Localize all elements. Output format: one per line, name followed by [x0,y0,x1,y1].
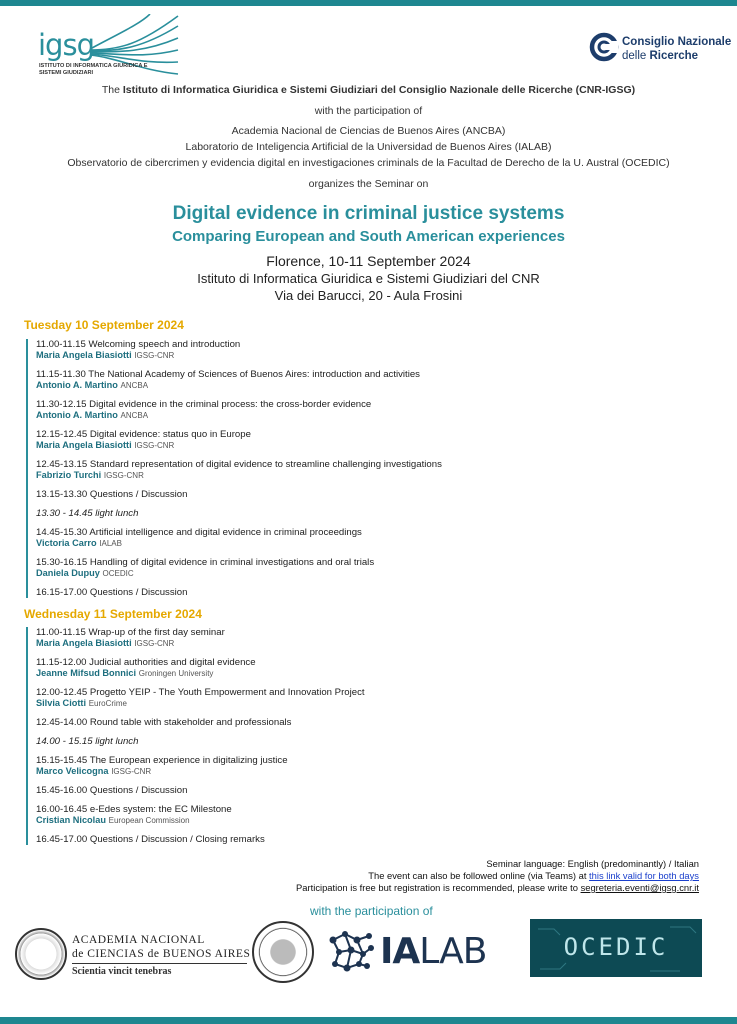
speaker-name: Cristian Nicolau [36,815,106,825]
program-item [28,429,716,451]
session-title: 14.45-15.30 Artificial intelligence and digital evidence in criminal proceedings [36,527,362,538]
event-address: Via dei Barucci, 20 - Aula Frosini [274,288,463,303]
session-title: 12.00-12.45 Progetto YEIP - The Youth Empowerment and Innovation Project [36,687,365,698]
session-title: 11.15-11.30 The National Academy of Sciences of Buenos Aires: introduction and activities [36,369,420,380]
partner-ocedic-line: Observatorio de cibercrimen y evidencia digital en investigaciones criminals de la Facultad de Derecho de la U. Austral (OCEDIC) [67,157,670,169]
organizes-line: organizes the Seminar on [308,178,429,190]
partners-heading: with the participation of [310,904,433,918]
language-note: Seminar language: English (predominantly) / Italian [486,858,699,869]
cnr-name-line1: Consiglio Nazionale [622,36,732,48]
program-item [28,834,716,845]
seminar-subtitle: Comparing European and South American experiences [172,228,565,245]
session-title: 12.45-13.15 Standard representation of digital evidence to streamline challenging investigations [36,459,442,470]
speaker-affiliation: IALAB [99,539,122,548]
program-item [28,755,716,777]
bottom-bar [0,1017,737,1024]
lunch-label: 13.30 - 14.45 light lunch [36,508,139,519]
speaker-name: Silvia Ciotti [36,698,87,708]
speaker-affiliation: ANCBA [120,381,149,390]
igsg-logo-word: igsg [38,28,94,62]
program-item [28,687,716,709]
session-title: 16.00-16.45 e-Edes system: the EC Milestone [36,804,232,815]
event-date: Florence, 10-11 September 2024 [266,253,471,269]
speaker-affiliation: IGSG-CNR [134,639,175,648]
day1-program [26,339,716,598]
igsg-logo [38,14,158,84]
ialab-wordmark: IALAB [380,931,487,972]
partner-ialab-line: Laboratorio de Inteligencia Artificial de la Universidad de Buenos Aires (IALAB) [185,141,552,153]
session-title: 11.00-11.15 Wrap-up of the first day seminar [36,627,225,638]
speaker-name: Antonio A. Martino [36,410,118,420]
top-bar [0,0,737,6]
ialab-network-icon [327,928,377,974]
session-title: 12.45-14.00 Round table with stakeholder and professionals [36,717,292,728]
session-title: 12.15-12.45 Digital evidence: status quo in Europe [36,429,251,440]
registration-email[interactable]: segreteria.eventi@igsg.cnr.it [580,882,699,893]
participation-line: with the participation of [314,105,423,117]
teams-link[interactable]: this link valid for both days [589,870,699,881]
ancba-name-line2: de CIENCIAS de BUENOS AIRES [72,948,251,960]
event-info [296,858,699,894]
speaker-name: Jeanne Mifsud Bonnici [36,668,137,678]
day2-program [26,627,716,845]
partner-ancba-line: Academia Nacional de Ciencias de Buenos Aires (ANCBA) [231,125,506,137]
session-title: 15.30-16.15 Handling of digital evidence in criminal investigations and oral trials [36,557,375,568]
session-title: 16.15-17.00 Questions / Discussion [36,587,188,598]
speaker-affiliation: EuroCrime [88,699,127,708]
program-item [28,399,716,421]
speaker-affiliation: IGSG-CNR [103,471,144,480]
program-item [28,369,716,391]
speaker-affiliation: OCEDIC [102,569,134,578]
speaker-name: Maria Angela Biasiotti [36,350,132,360]
ocedic-wordmark: OCEDIC [563,933,669,961]
program-item [28,459,716,481]
speaker-name: Marco Velicogna [36,766,109,776]
university-seal-icon [252,921,314,983]
event-venue: Istituto di Informatica Giuridica e Sistemi Giudiziari del CNR [197,271,540,286]
speaker-name: Maria Angela Biasiotti [36,638,132,648]
ialab-logo [327,926,487,976]
speaker-affiliation: Groningen University [138,669,214,678]
session-title: 11.30-12.15 Digital evidence in the criminal process: the cross-border evidence [36,399,372,410]
speaker-affiliation: IGSG-CNR [111,767,152,776]
program-item [28,489,716,500]
registration-note: Participation is free but registration is recommended, please write to segreteria.eventi@igsg.cnr.it [296,882,699,893]
speaker-affiliation: European Commission [108,816,190,825]
ancba-motto: Scientia vincit tenebras [72,966,172,977]
speaker-name: Daniela Dupuy [36,568,100,578]
cnr-name-line2: delle Ricerche [622,50,699,62]
program-item [28,527,716,549]
program-item [28,657,716,679]
session-title: 11.15-12.00 Judicial authorities and digital evidence [36,657,256,668]
session-title: 15.45-16.00 Questions / Discussion [36,785,188,796]
igsg-logo-subtitle: ISTITUTO DI INFORMATICA GIURIDICA E SISTEMI GIUDIZIARI [39,63,148,76]
session-title: 11.00-11.15 Welcoming speech and introduction [36,339,241,350]
program-item [28,785,716,796]
lunch-break [28,736,716,747]
day2-heading: Wednesday 11 September 2024 [24,607,202,621]
lunch-break [28,508,716,519]
speaker-name: Antonio A. Martino [36,380,118,390]
cnr-logo-mark [589,32,619,62]
ancba-seal-icon [15,928,67,980]
ancba-name-line1: ACADEMIA NACIONAL [72,934,205,946]
speaker-name: Victoria Carro [36,538,97,548]
program-item [28,339,716,361]
session-title: 13.15-13.30 Questions / Discussion [36,489,188,500]
program-item [28,717,716,728]
speaker-name: Maria Angela Biasiotti [36,440,132,450]
speaker-name: Fabrizio Turchi [36,470,102,480]
speaker-affiliation: IGSG-CNR [134,441,175,450]
seminar-title: Digital evidence in criminal justice systems [172,203,565,224]
session-title: 15.15-15.45 The European experience in digitalizing justice [36,755,288,766]
program-item [28,557,716,579]
session-title: 16.45-17.00 Questions / Discussion / Closing remarks [36,834,265,845]
ancba-logo [15,928,250,986]
program-item [28,587,716,598]
ancba-divider [72,963,247,964]
ocedic-logo [530,919,702,977]
speaker-affiliation: ANCBA [120,411,149,420]
cnr-logo [589,30,732,64]
organizer-line: The Istituto di Informatica Giuridica e Sistemi Giudiziari del Consiglio Nazionale delle Ricerche (CNR-IGSG) [101,84,636,96]
speaker-affiliation: IGSG-CNR [134,351,175,360]
online-note: The event can also be followed online (via Teams) at this link valid for both days [368,870,699,881]
program-item [28,804,716,826]
program-item [28,627,716,649]
lunch-label: 14.00 - 15.15 light lunch [36,736,139,747]
day1-heading: Tuesday 10 September 2024 [24,318,184,332]
